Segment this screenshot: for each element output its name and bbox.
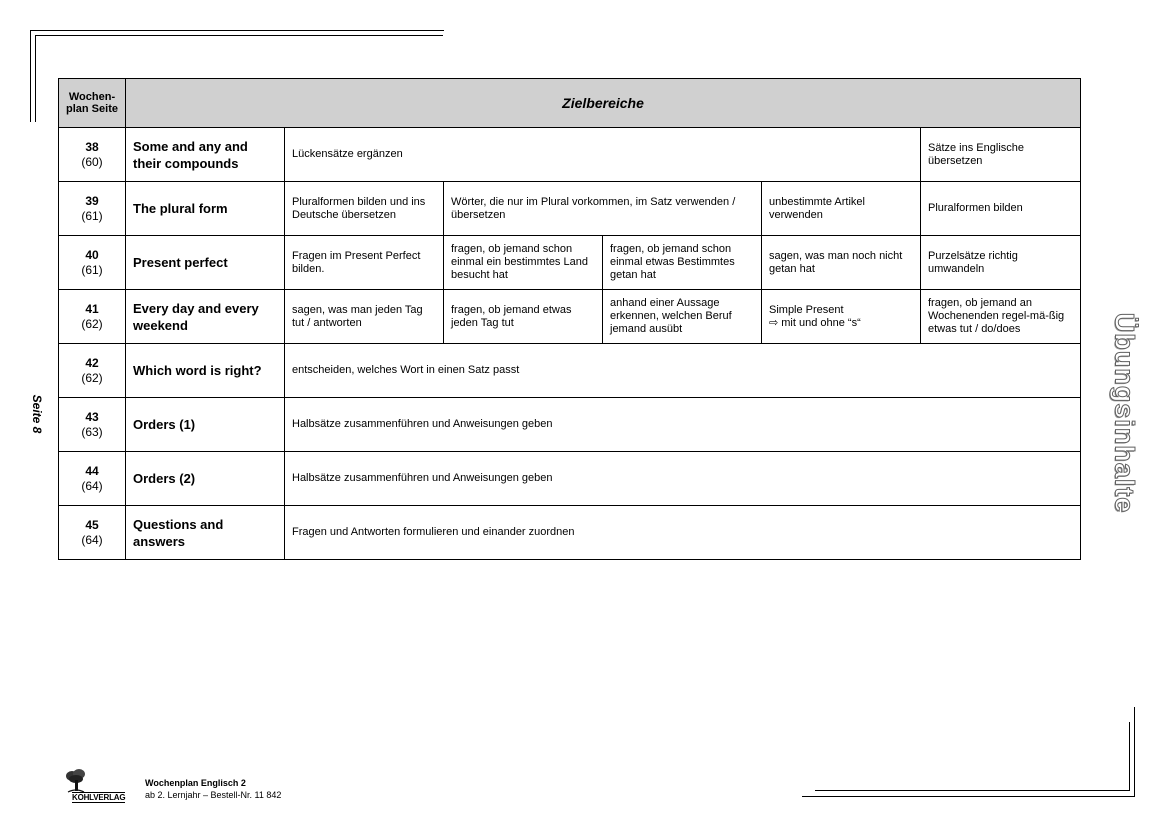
- weekly-plan-table: [58, 78, 1081, 560]
- header-target-areas: Zielbereiche: [126, 79, 1081, 128]
- target-cell: Sätze ins Englische übersetzen: [921, 128, 1081, 182]
- side-label-exercise-contents: Übungsinhalte: [1109, 312, 1140, 514]
- footer-book-details: ab 2. Lernjahr – Bestell-Nr. 11 842: [145, 790, 282, 800]
- frame-line-right: [1134, 707, 1135, 797]
- publisher-name: KOHLVERLAG: [72, 793, 126, 802]
- plan-page-cell: [59, 128, 126, 182]
- target-cell: Fragen und Antworten formulieren und einander zuordnen: [285, 506, 1081, 560]
- target-cell: Wörter, die nur im Plural vorkommen, im Satz verwenden / übersetzen: [444, 182, 762, 236]
- topic-cell: Orders (1): [126, 398, 285, 452]
- topic-cell: Orders (2): [126, 452, 285, 506]
- target-cell: Halbsätze zusammenführen und Anweisungen geben: [285, 398, 1081, 452]
- frame-line-bottom: [802, 796, 1135, 797]
- plan-number: 41: [85, 301, 99, 316]
- plan-number: 38: [85, 139, 99, 154]
- target-cell: fragen, ob jemand an Wochenenden regel-mä-ßig etwas tut / do/does: [921, 290, 1081, 344]
- page-reference: (62): [81, 316, 103, 331]
- table-row: [59, 236, 1081, 290]
- target-cell: fragen, ob jemand etwas jeden Tag tut: [444, 290, 603, 344]
- target-cell: sagen, was man jeden Tag tut / antworten: [285, 290, 444, 344]
- topic-cell: Questions and answers: [126, 506, 285, 560]
- plan-number: 40: [85, 247, 99, 262]
- table-row: [59, 128, 1081, 182]
- page-reference: (60): [81, 154, 103, 169]
- topic-cell: Every day and every weekend: [126, 290, 285, 344]
- target-cell: fragen, ob jemand schon einmal ein bestimmtes Land besucht hat: [444, 236, 603, 290]
- plan-page-cell: [59, 182, 126, 236]
- topic-cell: Which word is right?: [126, 344, 285, 398]
- plan-page-cell: [59, 506, 126, 560]
- target-cell: Simple Present ⇨ mit und ohne “s“: [762, 290, 921, 344]
- table-row: [59, 182, 1081, 236]
- target-cell: Pluralformen bilden und ins Deutsche übersetzen: [285, 182, 444, 236]
- table-row: [59, 506, 1081, 560]
- target-cell: fragen, ob jemand schon einmal etwas Bestimmtes getan hat: [603, 236, 762, 290]
- table-header-row: [59, 79, 1081, 128]
- publisher-logo: [64, 768, 136, 804]
- page-reference: (61): [81, 262, 103, 277]
- plan-page-cell: [59, 236, 126, 290]
- header-plan-page: Wochen-plan Seite: [59, 79, 126, 128]
- table-row: [59, 398, 1081, 452]
- plan-page-cell: [59, 344, 126, 398]
- target-cell: unbestimmte Artikel verwenden: [762, 182, 921, 236]
- target-cell: anhand einer Aussage erkennen, welchen Beruf jemand ausübt: [603, 290, 762, 344]
- frame-line-top: [30, 30, 444, 31]
- plan-page-cell: [59, 290, 126, 344]
- page-reference: (64): [81, 532, 103, 547]
- page-reference: (63): [81, 424, 103, 439]
- target-cell: Halbsätze zusammenführen und Anweisungen geben: [285, 452, 1081, 506]
- footer-book-title: Wochenplan Englisch 2: [145, 778, 246, 788]
- table-body: [59, 128, 1081, 560]
- target-cell: entscheiden, welches Wort in einen Satz passt: [285, 344, 1081, 398]
- plan-page-cell: [59, 398, 126, 452]
- target-cell: Fragen im Present Perfect bilden.: [285, 236, 444, 290]
- table-row: [59, 290, 1081, 344]
- plan-number: 39: [85, 193, 99, 208]
- target-cell: sagen, was man noch nicht getan hat: [762, 236, 921, 290]
- target-cell: Pluralformen bilden: [921, 182, 1081, 236]
- plan-number: 45: [85, 517, 99, 532]
- plan-number: 44: [85, 463, 99, 478]
- page-reference: (61): [81, 208, 103, 223]
- frame-line-right-inner: [1129, 722, 1130, 791]
- plan-number: 42: [85, 355, 99, 370]
- plan-number: 43: [85, 409, 99, 424]
- topic-cell: Some and any and their compounds: [126, 128, 285, 182]
- target-cell: Purzelsätze richtig umwandeln: [921, 236, 1081, 290]
- frame-line-top-inner: [35, 35, 443, 36]
- frame-line-left-inner: [35, 35, 36, 122]
- table-row: [59, 344, 1081, 398]
- side-label-page-number: Seite 8: [30, 394, 44, 434]
- frame-line-bottom-inner: [815, 790, 1130, 791]
- target-cell: Lückensätze ergänzen: [285, 128, 921, 182]
- frame-line-left: [30, 30, 31, 122]
- topic-cell: Present perfect: [126, 236, 285, 290]
- topic-cell: The plural form: [126, 182, 285, 236]
- table-row: [59, 452, 1081, 506]
- page-reference: (62): [81, 370, 103, 385]
- tree-logo-icon: [64, 768, 90, 794]
- page-reference: (64): [81, 478, 103, 493]
- plan-page-cell: [59, 452, 126, 506]
